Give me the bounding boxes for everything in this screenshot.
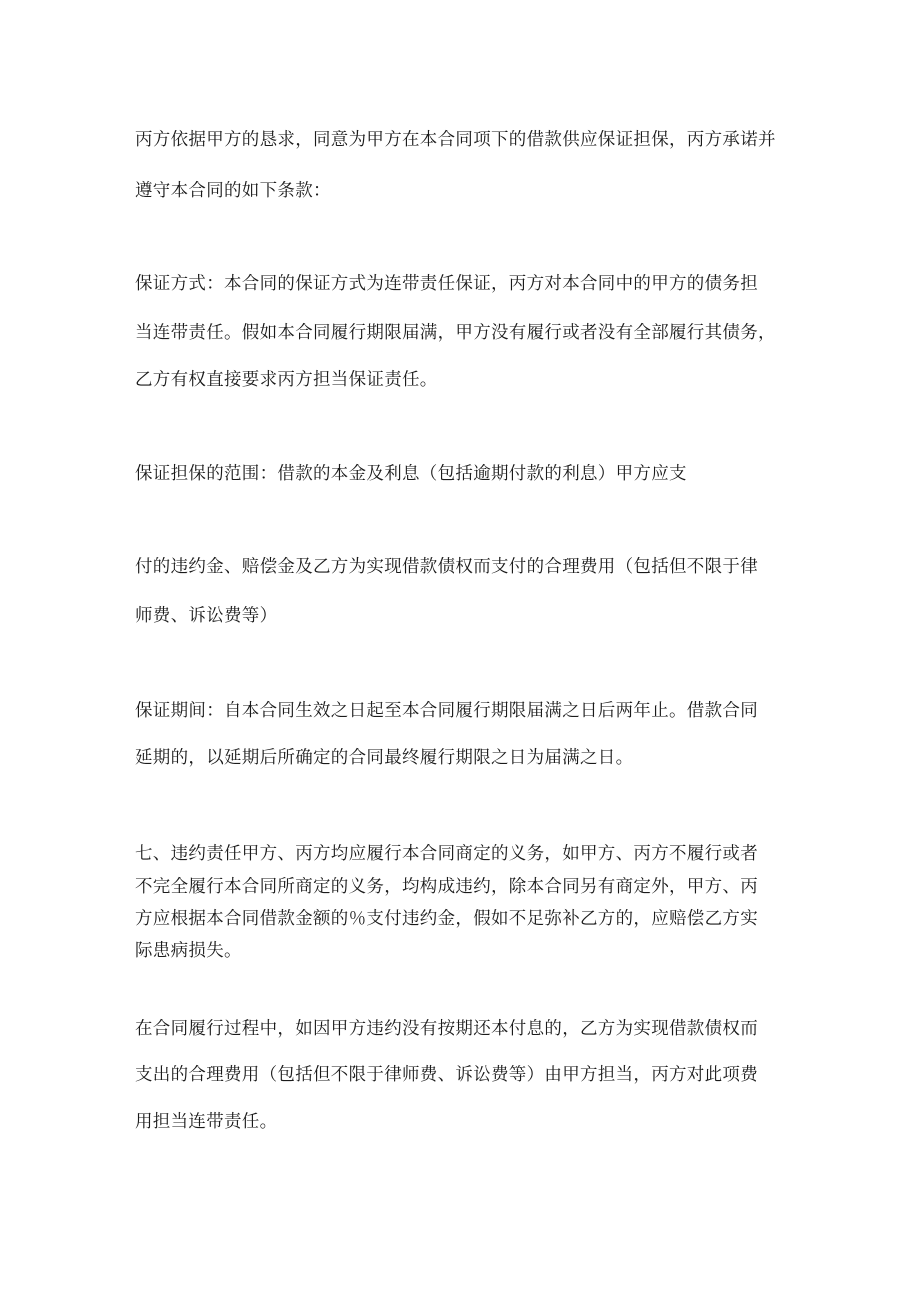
guarantee-method-line-1: 保证方式：本合同的保证方式为连带责任保证，丙方对本合同中的甲方的债务担 <box>135 274 758 294</box>
guarantee-scope-cont-line-1: 付的违约金、赔偿金及乙方为实现借款债权而支付的合理费用（包括但不限于律 <box>135 557 758 577</box>
breach-liability-line-3: 方应根据本合同借款金额的％支付违约金，假如不足弥补乙方的，应赔偿乙方实 <box>135 909 758 929</box>
guarantee-scope-cont-line-2: 师费、诉讼费等） <box>135 606 278 626</box>
expenses-line-3: 用担当连带责任。 <box>135 1112 278 1132</box>
guarantee-method-line-3: 乙方有权直接要求丙方担当保证责任。 <box>135 370 438 390</box>
intro-line-2: 遵守本合同的如下条款： <box>135 181 331 201</box>
guarantee-method-line-2: 当连带责任。假如本合同履行期限届满，甲方没有履行或者没有全部履行其债务， <box>135 323 776 343</box>
guarantee-period-line-1: 保证期间：自本合同生效之日起至本合同履行期限届满之日后两年止。借款合同 <box>135 701 758 721</box>
breach-liability-line-4: 际患病损失。 <box>135 941 242 961</box>
expenses-line-2: 支出的合理费用（包括但不限于律师费、诉讼费等）由甲方担当，丙方对此项费 <box>135 1065 758 1085</box>
guarantee-scope-line-1: 保证担保的范围：借款的本金及利息（包括逾期付款的利息）甲方应支 <box>135 464 687 484</box>
breach-liability-line-2: 不完全履行本合同所商定的义务，均构成违约，除本合同另有商定外，甲方、丙 <box>135 877 758 897</box>
intro-line-1: 丙方依据甲方的恳求，同意为甲方在本合同项下的借款供应保证担保，丙方承诺并 <box>135 130 776 150</box>
guarantee-period-line-2: 延期的，以延期后所确定的合同最终履行期限之日为届满之日。 <box>135 748 634 768</box>
breach-liability-line-1: 七、违约责任甲方、丙方均应履行本合同商定的义务，如甲方、丙方不履行或者 <box>135 844 758 864</box>
expenses-line-1: 在合同履行过程中，如因甲方违约没有按期还本付息的，乙方为实现借款债权而 <box>135 1019 758 1039</box>
